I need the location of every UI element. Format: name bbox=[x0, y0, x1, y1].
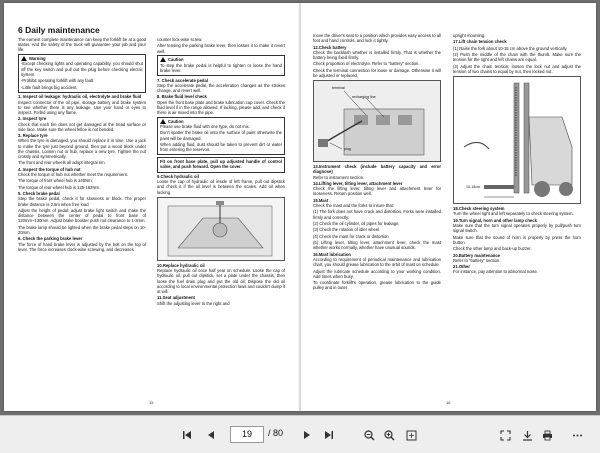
paragraph: Shift the adjusting lever to the right and bbox=[157, 300, 230, 306]
item-heading: 7. Check accelerate pedal bbox=[157, 77, 208, 83]
previous-page-icon[interactable] bbox=[204, 427, 218, 443]
page-total: / 80 bbox=[268, 428, 284, 438]
print-icon[interactable] bbox=[540, 427, 554, 443]
paragraph: Check the lifting lever, tilting lever and attachment lever for looseness. Return position well. bbox=[313, 186, 441, 197]
figure-label-recharging-line: recharging line bbox=[352, 95, 376, 100]
item-heading: 15.Mast bbox=[313, 197, 329, 203]
item-heading: 19.Turn signal, horn and other lamp check bbox=[453, 217, 537, 223]
list-item: (4) Check the mast for crack or distortion bbox=[313, 233, 389, 239]
page-16 bbox=[300, 3, 596, 411]
item-heading: 18.Check steering system bbox=[453, 206, 505, 212]
download-icon[interactable] bbox=[520, 427, 534, 443]
list-item: (1) The fork does not have crack and distortion. Forks were installed firmly and correctly. bbox=[313, 209, 441, 220]
paragraph: Check that each tire does not get damaged at the tread surface or side face. Make sure the wheel felloe is not bended. bbox=[18, 121, 146, 132]
item-heading: 14.Lifting lever, tilting lever, attachment lever bbox=[313, 180, 403, 186]
page-15-column-1 bbox=[18, 17, 146, 253]
item-heading: 1. Inspect oil leakage: hydraulic oil, electrolyte and brake fluid bbox=[18, 94, 142, 100]
paragraph: The torque of rear wheel hub is 125-162Nm. bbox=[18, 184, 101, 190]
paragraph: The torque of front wheel hub is 140Nm; bbox=[18, 178, 93, 184]
item-heading: 10.Replace hydraulic oil bbox=[157, 262, 205, 268]
paragraph: Step the brake pedal, check it for slowness or block. The proper brake distance is 2.5m when free load bbox=[18, 196, 146, 207]
paragraph: Inspect connector of the oil pipe, storage battery and brake system to see whether there is any leakage. Use your hand or eyes to inspect. Forbid using any flame. bbox=[18, 99, 146, 115]
fullscreen-icon[interactable] bbox=[498, 427, 512, 443]
paragraph: Adjust the lubricate schedule according to your working condition. Add times when busy. bbox=[313, 268, 441, 279]
lift-chain-figure bbox=[453, 76, 581, 204]
page-16-column-2 bbox=[453, 33, 581, 276]
paragraph: To coordinate forklift's operation, grease lubrication to the guide pulley and in outer bbox=[313, 280, 441, 291]
paragraph: Check the torque of hub nut whether meet the requirement. bbox=[18, 171, 128, 177]
caution-heading: Caution bbox=[168, 57, 184, 63]
item-heading: 21.Other bbox=[453, 264, 470, 270]
list-item: (3) Adjust the chain tension: loosen the lock nut and adjust the tension of two chains to equal by nut, then locked nut. bbox=[453, 63, 581, 74]
paragraph: Make sure that the sound of horn is properly by press the horn button bbox=[453, 234, 581, 245]
caution-icon bbox=[160, 57, 166, 62]
warning-text: -Prohibit operating forklift with any fault. bbox=[21, 78, 95, 84]
zoom-in-icon[interactable] bbox=[382, 427, 396, 443]
first-page-icon[interactable] bbox=[180, 427, 194, 443]
paragraph: The force of hand brake lever is adjusted by the bolt on the top of lever. The force increases clock-wise screwing, and decreases bbox=[18, 241, 146, 252]
item-heading: 4. Inspect the torque of hub nut bbox=[18, 166, 81, 172]
page-15-column-2 bbox=[157, 37, 285, 307]
list-item: (3) Check the rotation of idler wheel bbox=[313, 227, 380, 233]
paragraph: counter lock-wise screw. bbox=[157, 37, 203, 42]
paragraph: Check the other lamp and back-up buzzer. bbox=[453, 246, 532, 252]
caution-text: Don't spatter the brake oil onto the surface of paint otherwise the paint will be damaged. bbox=[160, 130, 282, 141]
paragraph: Step the accelerate pedal, the acceleration changes as the strokes change, and revert well. bbox=[157, 82, 285, 93]
viewer-toolbar bbox=[0, 415, 600, 453]
paragraph: Refer to "battery" section. bbox=[453, 257, 501, 263]
paragraph: Check the terminal connection for loose or damage. Otherwise it will be adjusted or replaced. bbox=[313, 67, 441, 78]
paragraph: Check the mast and the forks to insure that: bbox=[313, 202, 394, 208]
paragraph: The earnest complete maintenance can keep the forklift be at a good status. And the safety of the truck will guarantee your job and your life. bbox=[18, 37, 146, 53]
note-box bbox=[157, 157, 285, 173]
figure-label-plug: plug bbox=[344, 147, 351, 152]
item-heading: 3. Replace tyre bbox=[18, 133, 48, 139]
caution-text: To step the brake pedal is helpful to tighten or loose the hand brake lever. bbox=[160, 62, 282, 73]
more-icon[interactable] bbox=[570, 427, 584, 443]
section-title: 6 Daily maintenance bbox=[18, 25, 100, 35]
page-15 bbox=[4, 3, 300, 411]
paragraph: According to requirement of periodical maintenance and lubrication chart, you should grease lubrication to the orbit of mast on schedule. bbox=[313, 256, 441, 268]
item-heading: 12.Check battery bbox=[313, 44, 347, 50]
caution-text: Please use brake fluid with one type, do not mix. bbox=[160, 123, 250, 129]
paragraph: Loose the cap of hydraulic oil inside of left frame, pull out dipstick and check it if the oil level is between the scales. Add oil when lacking. bbox=[157, 179, 285, 195]
caution-box bbox=[157, 117, 285, 156]
item-heading: 20.Battery maintenance bbox=[453, 252, 501, 258]
paragraph: The front and rear wheels all adopt integral rim. bbox=[18, 160, 106, 166]
paragraph: Check proportion of electrolyte. Refer to "battery" section. bbox=[313, 61, 420, 67]
last-page-icon[interactable] bbox=[322, 427, 336, 443]
page-number: 16 bbox=[446, 400, 451, 405]
list-item: (1) Raise the fork about 10-15 cm above the ground vertically. bbox=[453, 45, 568, 51]
battery-illustration bbox=[314, 81, 441, 162]
paragraph: Adjust the height of pedal: adjust brake light switch and make the distance between the center of pedal to front base of 120mm~130mm. Adjust brake booster push rod clearance to 1-3mm. bbox=[18, 207, 146, 224]
item-heading: 9.Check hydraulic oil bbox=[157, 174, 199, 180]
caution-box bbox=[157, 55, 285, 76]
item-heading: 17.Lift chain tension check bbox=[453, 39, 507, 45]
item-heading: 16.Mast lubrication bbox=[313, 251, 351, 257]
hydraulic-oil-figure bbox=[157, 197, 285, 261]
list-item: (2) Push the middle of the chain with the thumb. Make sure the tension for the right and left chains are equal. bbox=[453, 52, 581, 63]
caution-text: When adding fluid, dust should be taken to prevent dirt or water from entering the reservoir. bbox=[160, 141, 282, 153]
hydraulic-oil-illustration bbox=[158, 198, 285, 261]
caution-heading: Caution bbox=[168, 118, 184, 124]
item-heading: 2. Inspect tyre bbox=[18, 116, 47, 122]
note-text: Fit on front base plate, pull up adjusted handle of control valve, and push forward. Open the cover. bbox=[160, 158, 282, 170]
paragraph: The brake lamp should be lighted when the brake pedal steps on 10-20mm. bbox=[18, 224, 146, 235]
paragraph: When the tyre is damaged, you should replace it in time. Use a jack to make the tyre just beyond ground, then put a wood block under the chassis. Loosen nut or hub, replace a new tyre. Tighten the nut crossly and symmetrically. bbox=[18, 138, 146, 159]
paragraph: Refer to instrument section. bbox=[313, 174, 365, 180]
page-number-input[interactable]: 19 bbox=[230, 426, 264, 443]
paragraph: move the driver's seat to a position which provides easy access to all foot and hand controls, and lock it tightly. bbox=[313, 33, 441, 44]
item-heading: 5. Check brake pedal bbox=[18, 191, 60, 197]
warning-text: -Little fault brings big accident. bbox=[21, 84, 78, 90]
zoom-out-icon[interactable] bbox=[362, 427, 376, 443]
paragraph: Replace hydraulic oil once half year on schedule. Loose the cap of hydraulic oil, pull out dipstick, set a plate under the chassis, then loose the fuel drain plug and put the old oil; Dispose the old oil according to local environmental protection laws and couldn't dump it at will. bbox=[157, 268, 285, 294]
next-page-icon[interactable] bbox=[300, 427, 314, 443]
figure-label-dimension: 10-15cm bbox=[466, 185, 480, 190]
fit-page-icon[interactable] bbox=[404, 427, 418, 443]
item-heading: 6. Check the parking brake lever bbox=[18, 236, 83, 242]
paragraph: Make sure that the turn signal operates properly by pull/push turn signal switch. bbox=[453, 222, 581, 234]
paragraph: Turn the wheel right and left separately to check steering system. bbox=[453, 211, 574, 217]
list-item: (5) Lifting lever, tilting lever, attachment lever, check the mast whether works normally, whether have unusual sounds. bbox=[313, 240, 441, 251]
paragraph: Check the backlash whether is installed firmly. That is whether the battery being fixed firmly. bbox=[313, 49, 441, 60]
battery-figure bbox=[313, 80, 441, 162]
page-16-column-1 bbox=[313, 33, 441, 292]
list-item: (2) Check the oil cylinder, oil pipes for leakage. bbox=[313, 220, 400, 226]
item-heading: 11.Seat adjustment bbox=[157, 295, 195, 301]
warning-text: -Except checking lights and operating capability, you should shut off the key switch and pull out the plug before checking electric system. bbox=[21, 61, 143, 77]
paragraph: Open the front base plate and brake lubrication cap cover. Check the fluid level if in the range allowed. If lacking, please add, and check if there is air mixed into the pipe. bbox=[157, 99, 285, 115]
warning-box bbox=[18, 54, 146, 93]
paragraph: For instance, pay attention to abnormal noise. bbox=[453, 269, 538, 275]
page-number: 15 bbox=[149, 400, 154, 405]
warning-heading: Warning bbox=[29, 56, 46, 62]
figure-label-terminal: terminal bbox=[332, 86, 345, 91]
item-heading: 13.Instrument check (include battery capacity and error diagnose) bbox=[313, 164, 441, 175]
paragraph: upright mounting. bbox=[453, 33, 486, 38]
item-heading: 8. Brake fluid level check bbox=[157, 94, 207, 100]
paragraph: After tensing the parking brake lever, then losses it to make it revert well. bbox=[157, 43, 285, 54]
